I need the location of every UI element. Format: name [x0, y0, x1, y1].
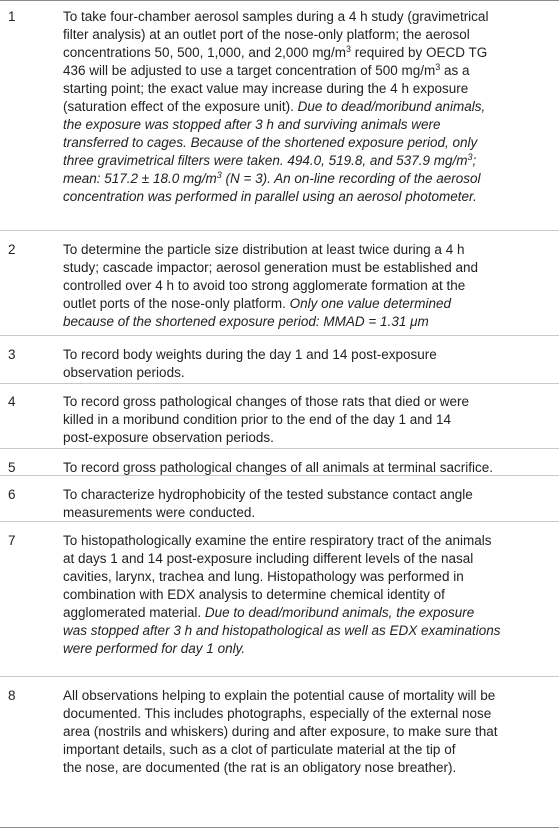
row-number: 1 [8, 9, 16, 24]
text-line [63, 259, 551, 277]
text-segment: ; [472, 153, 477, 168]
text-line [63, 429, 551, 447]
text-line [63, 759, 551, 777]
text-segment: All observations helping to explain the potential cause of mortality will be [63, 688, 496, 703]
superscript: 3 [435, 62, 441, 72]
text-segment: measurements were conducted. [63, 505, 256, 520]
row-description [63, 687, 551, 777]
text-line [63, 687, 551, 705]
text-segment: To record body weights during the day 1 and 14 post-exposure [63, 347, 437, 362]
text-segment: at days 1 and 14 post-exposure including different levels of the nasal [63, 551, 474, 566]
text-line [63, 241, 551, 259]
text-segment: Due to dead/moribund animals, [297, 99, 486, 114]
text-segment: To take four-chamber aerosol samples during a 4 h study (gravimetrical [63, 9, 489, 24]
text-segment: cavities, larynx, trachea and lung. Histopathology was performed in [63, 569, 464, 584]
row-number: 4 [8, 394, 16, 409]
text-segment: three gravimetrical filters were taken. 494.0, 519.8, and 537.9 mg/m [63, 153, 468, 168]
text-line [63, 705, 551, 723]
superscript: 3 [345, 44, 351, 54]
row-divider [0, 475, 559, 476]
text-segment: agglomerated material. [63, 605, 205, 620]
text-segment: mean: 517.2 ± 18.0 mg/m [63, 171, 217, 186]
text-segment: To determine the particle size distribution at least twice during a 4 h [63, 242, 465, 257]
text-segment: filter analysis) at an outlet port of the nose-only platform; the aerosol [63, 27, 470, 42]
text-segment: starting point; the exact value may increase during the 4 h exposure [63, 81, 469, 96]
text-line [63, 62, 551, 80]
row-number: 8 [8, 688, 16, 703]
text-segment: To histopathologically examine the entire respiratory tract of the animals [63, 533, 492, 548]
text-segment: observation periods. [63, 365, 185, 380]
text-line [63, 550, 551, 568]
text-segment: because of the shortened exposure period: MMAD = 1.31 μm [63, 314, 429, 329]
text-segment: were performed for day 1 only. [63, 641, 246, 656]
text-segment: outlet ports of the nose-only platform. [63, 296, 290, 311]
row-divider [0, 521, 559, 522]
text-line [63, 295, 551, 313]
row-divider [0, 335, 559, 336]
text-segment: study; cascade impactor; aerosol generation must be established and [63, 260, 478, 275]
text-line [63, 604, 551, 622]
text-line [63, 364, 551, 382]
row-description [63, 532, 551, 658]
row-number: 3 [8, 347, 16, 362]
text-segment: important details, such as a clot of particulate material at the tip of [63, 742, 456, 757]
text-segment: To characterize hydrophobicity of the tested substance contact angle [63, 487, 473, 502]
superscript: 3 [467, 152, 473, 162]
text-line [63, 411, 551, 429]
superscript: 3 [216, 170, 222, 180]
row-description [63, 241, 551, 331]
text-line [63, 277, 551, 295]
text-line [63, 586, 551, 604]
table-top-rule [0, 0, 559, 1]
text-line [63, 188, 551, 206]
text-line [63, 313, 551, 331]
row-number: 7 [8, 533, 16, 548]
text-segment: the nose, are documented (the rat is an obligatory nose breather). [63, 760, 457, 775]
text-segment: concentrations 50, 500, 1,000, and 2,000 mg/m [63, 45, 346, 60]
row-number: 5 [8, 460, 16, 475]
text-segment: controlled over 4 h to avoid too strong agglomerate formation at the [63, 278, 466, 293]
text-line [63, 393, 551, 411]
text-line [63, 134, 551, 152]
text-segment: documented. This includes photographs, especially of the external nose [63, 706, 492, 721]
text-segment: Due to dead/moribund animals, the exposure [204, 605, 475, 620]
text-segment: post-exposure observation periods. [63, 430, 274, 445]
text-line [63, 26, 551, 44]
text-segment: area (nostrils and whiskers) during and after exposure, to make sure that [63, 724, 498, 739]
text-line [63, 44, 551, 62]
text-line [63, 116, 551, 134]
row-description [63, 8, 551, 206]
text-segment: transferred to cages. Because of the shortened exposure period, only [63, 135, 478, 150]
text-segment: combination with EDX analysis to determine chemical identity of [63, 587, 445, 602]
text-line [63, 568, 551, 586]
row-divider [0, 676, 559, 677]
text-segment: To record gross pathological changes of all animals at terminal sacrifice. [63, 460, 493, 475]
text-segment: Only one value determined [289, 296, 451, 311]
row-number: 6 [8, 487, 16, 502]
text-line [63, 741, 551, 759]
text-line [63, 152, 551, 170]
text-line [63, 346, 551, 364]
text-segment: as a [440, 63, 470, 78]
row-description [63, 346, 551, 382]
text-line [63, 504, 551, 522]
text-segment: killed in a moribund condition prior to the end of the day 1 and 14 [63, 412, 452, 427]
text-segment: (saturation effect of the exposure unit). [63, 99, 298, 114]
text-segment: To record gross pathological changes of those rats that died or were [63, 394, 469, 409]
text-segment: was stopped after 3 h and histopathological as well as EDX examinations [63, 623, 501, 638]
row-description [63, 393, 551, 447]
text-line [63, 98, 551, 116]
text-segment: (N = 3). An on-line recording of the aerosol [221, 171, 481, 186]
text-line [63, 80, 551, 98]
table-bottom-rule [0, 827, 559, 828]
row-divider [0, 383, 559, 384]
text-line [63, 532, 551, 550]
row-number: 2 [8, 242, 16, 257]
text-line [63, 622, 551, 640]
text-segment: concentration was performed in parallel using an aerosol photometer. [63, 189, 477, 204]
text-line [63, 170, 551, 188]
row-divider [0, 448, 559, 449]
text-line [63, 486, 551, 504]
row-divider [0, 230, 559, 231]
text-segment: required by OECD TG [350, 45, 488, 60]
text-line [63, 8, 551, 26]
row-description [63, 486, 551, 522]
text-segment: 436 will be adjusted to use a target concentration of 500 mg/m [63, 63, 436, 78]
text-line [63, 723, 551, 741]
text-line [63, 640, 551, 658]
text-segment: the exposure was stopped after 3 h and surviving animals were [63, 117, 441, 132]
